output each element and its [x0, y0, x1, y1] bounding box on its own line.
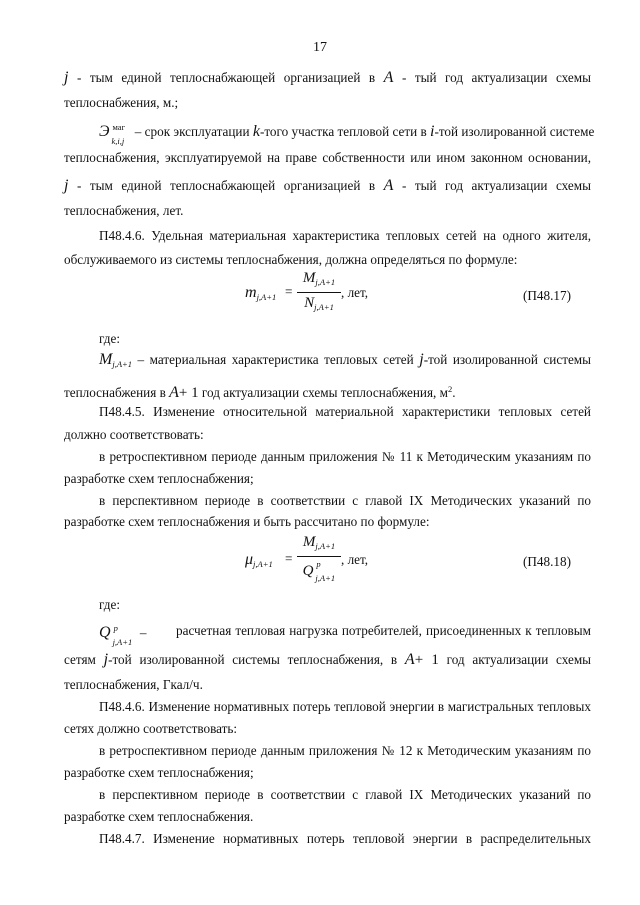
paragraph-heading: П48.4.5. Изменение относительной материальной характеристики тепловых сетей [99, 404, 591, 419]
text-line: где: [99, 331, 120, 346]
text-line: теплоснабжения, лет. [64, 203, 184, 218]
text-line: обслуживаемого из системы теплоснабжения, должна определяться по формуле: [64, 252, 518, 267]
text-line: Э маг k,i,j – срок эксплуатации k-того участка тепловой сети в i-той изолированной системе [99, 122, 595, 146]
text-line: теплоснабжения, Гкал/ч. [64, 677, 203, 692]
text-line: разработке схем теплоснабжения и быть рассчитано по формуле: [64, 514, 430, 529]
equation-number: (П48.18) [523, 554, 571, 569]
text-line: в ретроспективном периоде данным приложения № 12 к Методическим указаниям по [99, 743, 591, 758]
text-line: теплоснабжения, м.; [64, 95, 179, 110]
text-line: в перспективном периоде в соответствии с главой IX Методических указаний по [99, 787, 591, 802]
text-line: разработке схем теплоснабжения. [64, 809, 254, 824]
text-line: в ретроспективном периоде данным приложения № 11 к Методическим указаниям по [99, 449, 591, 464]
text-line: j - тым единой теплоснабжающей организацией в A - тый год актуализации схемы [64, 69, 591, 86]
text-line: должно соответствовать: [64, 427, 204, 442]
fraction: $M_{j,A+1}$ Q p j,A+1 [297, 534, 341, 581]
text-line: j - тым единой теплоснабжающей организацией в A - тый год актуализации схемы [64, 177, 591, 194]
text-line: где: [99, 597, 120, 612]
paragraph-heading: П48.4.6. Удельная материальная характеристика тепловых сетей на одного жителя, [99, 228, 591, 243]
text-line: теплоснабжения, эксплуатируемой на праве собственности или ином законном основании, [64, 150, 591, 165]
text-line: Q p j,A+1 – расчетная тепловая нагрузка потребителей, присоединенных к тепловым [99, 623, 591, 647]
fraction: $M_{j,A+1}$ $N_{j,A+1}$ [297, 270, 341, 315]
text-line: в перспективном периоде в соответствии с главой IX Методических указаний по [99, 493, 591, 508]
formula-p48-18: $\mu_{j,A+1}$ = $M_{j,A+1}$ Q p j,A+1 , лет, (П48.18) [245, 534, 571, 583]
text-line: сетях должно соответствовать: [64, 721, 238, 736]
equation-number: (П48.17) [523, 288, 571, 303]
text-line: сетям j-той изолированной системы теплоснабжения, в A+ 1 год актуализации схемы [64, 651, 592, 668]
formula-p48-17: $m_{j,A+1}$ = $M_{j,A+1}$ $N_{j,A+1}$ , лет, (П48.17) [245, 268, 575, 318]
paragraph-heading: П48.4.6. Изменение нормативных потерь тепловой энергии в магистральных тепловых [99, 699, 591, 714]
page-number: 17 [313, 40, 327, 55]
text-line: $M_{j,A+1}$ – материальная характеристика тепловых сетей j-той изолированной системы [99, 351, 592, 369]
text-line: разработке схем теплоснабжения; [64, 471, 254, 486]
paragraph-heading: П48.4.7. Изменение нормативных потерь тепловой энергии в распределительных [99, 831, 591, 846]
text-line: разработке схем теплоснабжения; [64, 765, 254, 780]
text-line: теплоснабжения в A+ 1 год актуализации схемы теплоснабжения, $м^2$. [64, 384, 456, 401]
